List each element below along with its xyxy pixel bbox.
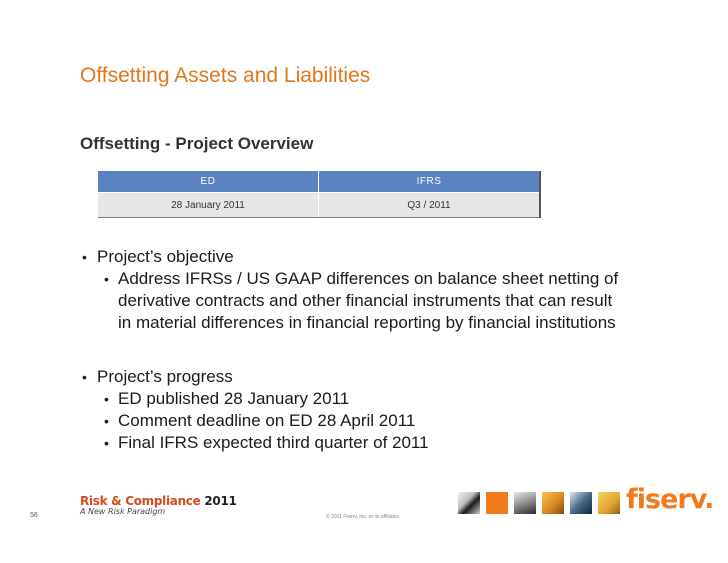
bullet-icon: • [82, 369, 87, 385]
table-cell-ed-date: 28 January 2011 [98, 193, 319, 218]
sub-bullet-text: Address IFRSs / US GAAP differences on balance sheet netting of [118, 269, 619, 288]
sub-bullet [80, 388, 680, 410]
bullet-icon: • [82, 249, 87, 265]
event-tagline: A New Risk Paradigm [80, 507, 166, 516]
bullet-icon: • [104, 435, 109, 451]
copyright-text: © 2011 Fiserv, Inc. or its affiliates. [326, 514, 401, 520]
event-name: Risk & Compliance [80, 494, 201, 508]
sub-bullet-text: Comment deadline on ED 28 April 2011 [118, 411, 416, 430]
page-number: 56 [30, 512, 38, 519]
bullet-list [80, 246, 680, 454]
slide-subtitle: Offsetting - Project Overview [80, 134, 314, 153]
sub-bullet-text: Final IFRS expected third quarter of 2011 [118, 433, 429, 452]
sub-bullet-continuation [80, 290, 680, 312]
bullet-icon: • [104, 413, 109, 429]
sub-bullet [80, 432, 680, 454]
table-cell-ifrs-date: Q3 / 2011 [319, 193, 541, 218]
table-row [98, 193, 540, 218]
gold-photo-thumbnail [598, 492, 620, 514]
sunset-photo-thumbnail [542, 492, 564, 514]
people-photo-thumbnail [458, 492, 480, 514]
sub-bullet-text: derivative contracts and other financial instruments that can result [118, 291, 613, 310]
project-overview-table [98, 171, 541, 218]
fiserv-logo: fiserv. [626, 484, 714, 515]
event-year: 2011 [204, 494, 237, 508]
sub-bullet-text: ED published 28 January 2011 [118, 389, 350, 408]
bullet-label: Project’s objective [97, 247, 234, 266]
table-header-ed: ED [98, 171, 319, 193]
sub-bullet-continuation [80, 312, 680, 334]
bullet-icon: • [104, 391, 109, 407]
table-header-row [98, 171, 540, 193]
bullet-icon: • [104, 271, 109, 287]
table-header-ifrs: IFRS [319, 171, 541, 193]
sub-bullet [80, 410, 680, 432]
sub-bullet-text: in material differences in financial reporting by financial institutions [118, 313, 616, 332]
slide-title: Offsetting Assets and Liabilities [80, 64, 371, 87]
risk-compliance-logo [80, 494, 237, 516]
silhouette-photo-thumbnail [570, 492, 592, 514]
bullet-objective [80, 246, 680, 268]
orange-square-thumbnail [486, 492, 508, 514]
sub-bullet [80, 268, 680, 290]
bullet-label: Project’s progress [97, 367, 233, 386]
city-photo-thumbnail [514, 492, 536, 514]
bullet-progress [80, 366, 680, 388]
